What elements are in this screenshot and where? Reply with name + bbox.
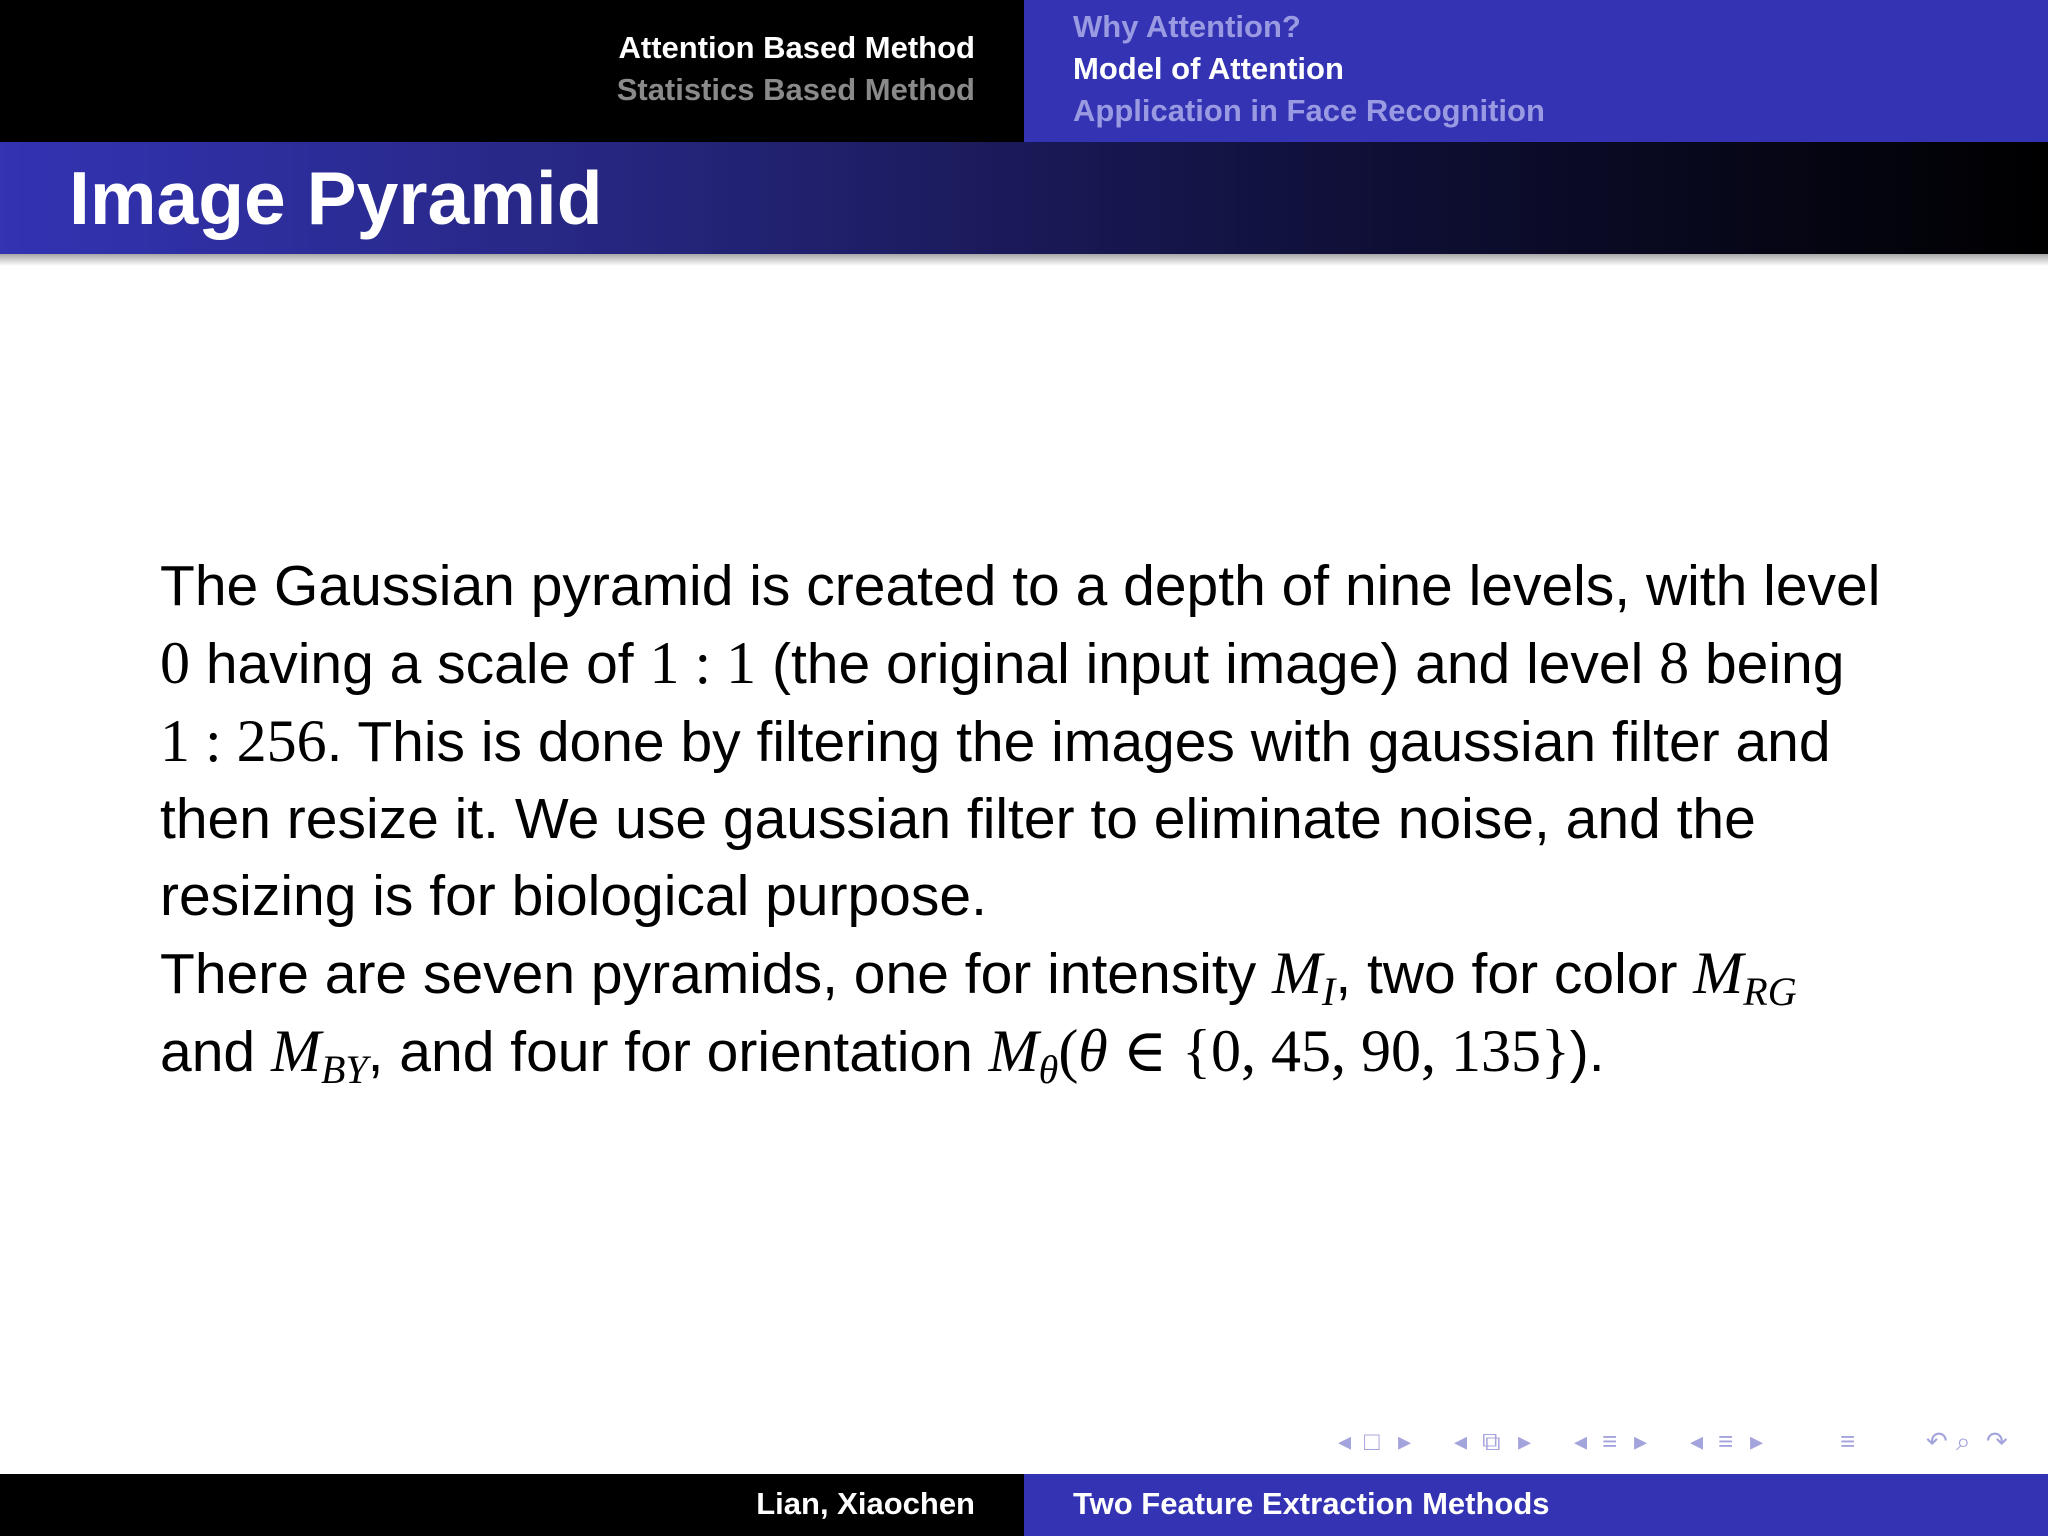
nav-section-statistics[interactable]: Statistics Based Method: [616, 72, 975, 107]
section-prev-icon[interactable]: ◂: [1574, 1426, 1588, 1456]
nav-section-attention[interactable]: Attention Based Method: [618, 30, 975, 65]
math-scale-1-1: 1 : 1: [649, 630, 757, 696]
nav-subsection-face-recognition[interactable]: Application in Face Recognition: [1073, 93, 1545, 128]
paragraph-gaussian-pyramid: The Gaussian pyramid is created to a depth of nine levels, with level 0 having a scale of 1 : 1 (the original input image) and level 8 being 1 : 256. This is done by filtering the images with gaussian filter and then resize it. We use gaussian filter to eliminate noise, and the resizing is for biological purpose.: [160, 554, 1881, 928]
slide-body: [160, 548, 1890, 1091]
footer-author-bar: [0, 1474, 1024, 1536]
section-nav: [0, 0, 1024, 142]
subsection-next-icon[interactable]: ▸: [1518, 1426, 1532, 1456]
subsection-nav: [1024, 0, 2048, 142]
math-m-rg: $M_{RG}$: [1693, 940, 1797, 1014]
frame-prev-icon[interactable]: ◂: [1338, 1426, 1352, 1456]
math-level-0: 0: [160, 630, 190, 696]
math-m-i: $M_I$: [1272, 940, 1336, 1014]
document-next-icon[interactable]: ▸: [1750, 1426, 1764, 1456]
title-shadow: [0, 254, 2048, 266]
nav-subsection-why-attention[interactable]: Why Attention?: [1073, 9, 1301, 44]
footer-talk-title: Two Feature Extraction Methods: [1073, 1486, 1550, 1521]
frame-next-icon[interactable]: ▸: [1398, 1426, 1412, 1456]
math-m-by: $M_{BY}$: [270, 1018, 368, 1092]
footer-title-bar: [1024, 1474, 2048, 1536]
math-scale-1-256: 1 : 256: [160, 708, 327, 774]
math-theta-set: (θ ∈ {0, 45, 90, 135}: [1058, 1018, 1570, 1084]
subsection-prev-icon[interactable]: ◂: [1454, 1426, 1468, 1456]
search-icon[interactable]: ⌕: [1956, 1426, 1971, 1456]
frame-icon[interactable]: □: [1364, 1426, 1380, 1456]
math-level-8: 8: [1659, 630, 1690, 696]
outline-icon[interactable]: ≡: [1840, 1426, 1856, 1456]
slide-title: Image Pyramid: [69, 156, 603, 240]
document-prev-icon[interactable]: ◂: [1690, 1426, 1704, 1456]
beamer-nav-symbols: [1330, 1426, 2030, 1462]
paragraph-seven-pyramids: There are seven pyramids, one for intensity $M_I$, two for color $M_{RG}$ and $M_{BY}$, and four for orientation $M_\theta(\theta$ ∈ {0, 45, 90, 135}).: [160, 940, 1797, 1092]
nav-subsection-model[interactable]: Model of Attention: [1073, 51, 1344, 86]
math-m-theta: $M_\theta$: [988, 1018, 1059, 1092]
section-next-icon[interactable]: ▸: [1634, 1426, 1648, 1456]
section-icon[interactable]: ≡: [1602, 1426, 1618, 1456]
subsection-icon[interactable]: ⧉: [1482, 1426, 1501, 1456]
forward-icon[interactable]: ↷: [1986, 1426, 2008, 1456]
document-icon[interactable]: ≡: [1718, 1426, 1734, 1456]
footer-author: Lian, Xiaochen: [756, 1486, 975, 1521]
back-icon[interactable]: ↶: [1926, 1426, 1948, 1456]
